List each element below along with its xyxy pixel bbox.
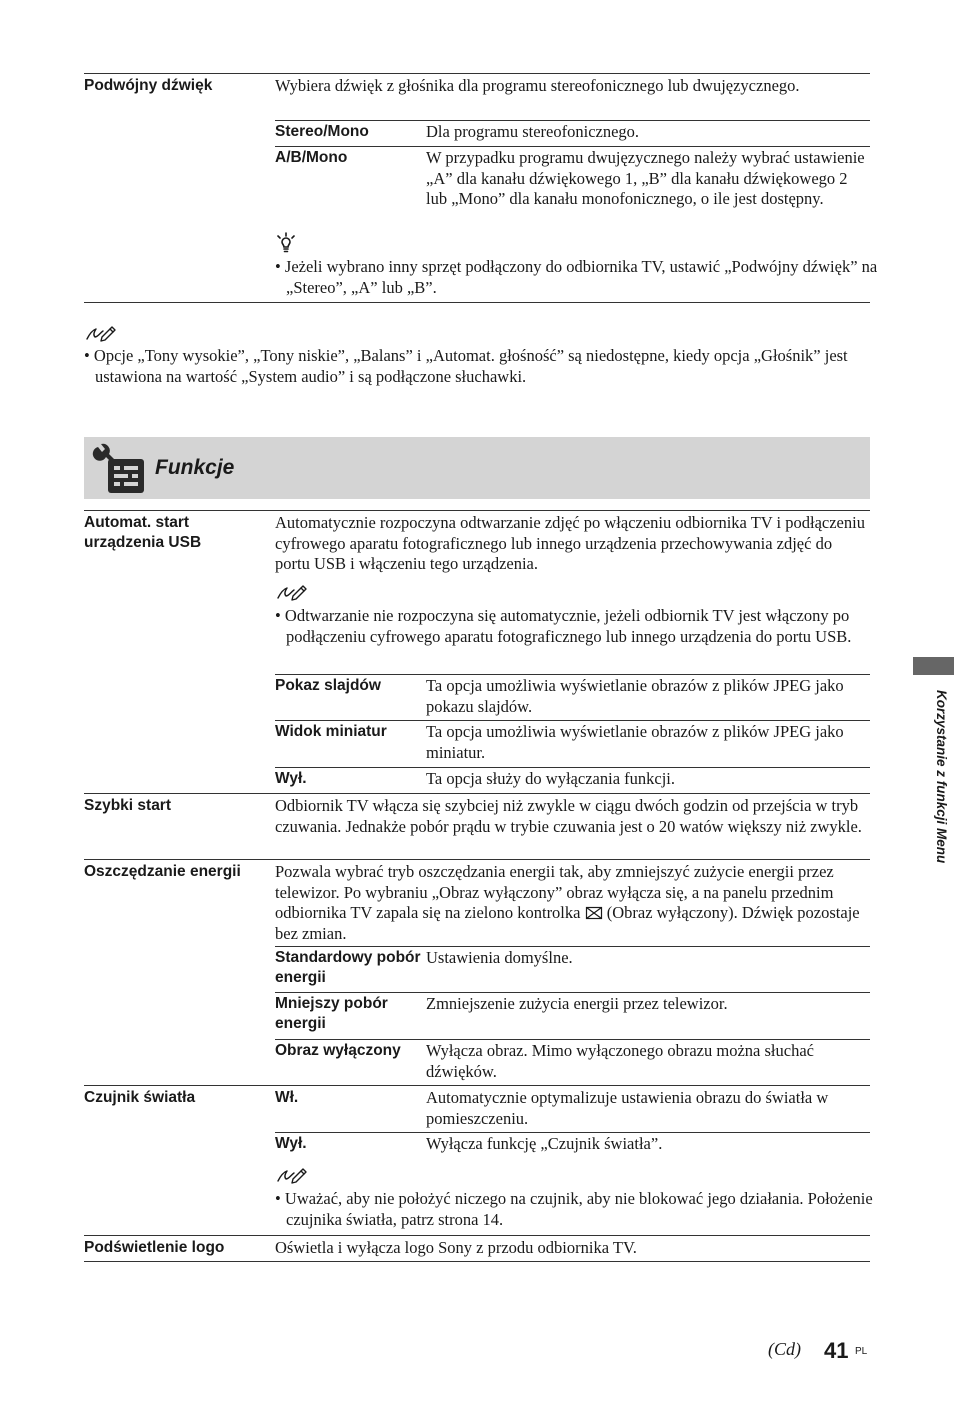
- note-usb-body: Odtwarzanie nie rozpoczyna się automatycznie, jeżeli odbiornik TV jest włączony po podłączeniu cyfrowego aparatu fotograficznego lub innego urządzenia do portu USB.: [284, 606, 852, 646]
- continued-mark: (Cd): [768, 1339, 801, 1359]
- sub-desc-on: Automatycznie optymalizuje ustawienia obrazu do światła w pomieszczeniu.: [426, 1088, 829, 1128]
- table-top-rule: [84, 510, 870, 511]
- row-label-dual-sound: Podwójny dźwięk: [84, 77, 213, 94]
- sub-desc-off: Ta opcja służy do wyłączania funkcji.: [426, 769, 675, 788]
- pencil-note-icon: [275, 580, 309, 604]
- sub-label-thumbnails: Widok miniatur: [275, 723, 387, 740]
- sub-rule: [275, 1132, 870, 1133]
- row-label-quick-start: Szybki start: [84, 797, 172, 814]
- row-rule: [84, 859, 870, 860]
- row-label-energy-saving: Oszczędzanie energii: [84, 863, 241, 880]
- sub-desc-standard-power: Ustawienia domyślne.: [426, 948, 573, 967]
- page-footer: [760, 1338, 880, 1366]
- row-rule: [84, 1235, 870, 1236]
- sub-rule: [275, 120, 870, 121]
- row-desc-usb-autostart: Automatycznie rozpoczyna odtwarzanie zdjęć po włączeniu odbiornika TV i podłączeniu cyfrowego aparatu fotograficznego lub innego urządzenia przechowywania zdjęć do portu USB i włączeniu tego urządzenia.: [275, 513, 865, 573]
- row-label-logo-light: Podświetlenie logo: [84, 1239, 225, 1256]
- picture-off-icon: [585, 905, 603, 919]
- sub-desc-picture-off: Wyłącza obraz. Mimo wyłączonego obrazu można słuchać dźwięków.: [426, 1041, 814, 1081]
- tip-text: • Jeżeli wybrano inny sprzęt podłączony do odbiornika TV, ustawić „Podwójny dźwięk” na „Stereo”, „A” lub „B”.: [275, 257, 878, 297]
- chapter-tab-marker: [913, 657, 954, 675]
- table-bottom-rule: [84, 1261, 870, 1262]
- energy-desc-b: (Obraz wyłączony). Dźwięk pozostaje bez zmian.: [275, 903, 860, 943]
- note-light-sensor-body: Uważać, aby nie położyć niczego na czujnik, aby nie blokować jego działania. Położenie czujnika światła, patrz strona 14.: [284, 1189, 873, 1229]
- row-label-light-sensor: Czujnik światła: [84, 1089, 196, 1106]
- energy-desc-a: Pozwala wybrać tryb oszczędzania energii tak, aby zmniejszyć zużycie energii przez telewizor. Po wybraniu „Obraz wyłączony” obraz wyłącza się, a na panelu przednim odbiornika TV zapala się na zielono kontrolka: [275, 862, 834, 922]
- settings-tools-icon: [90, 443, 148, 495]
- table-top-rule: [84, 73, 870, 74]
- sub-label-stereo-mono: Stereo/Mono: [275, 123, 369, 140]
- note-headphones: • Opcje „Tony wysokie”, „Tony niskie”, „Balans” i „Automat. głośność” są niedostępne, kiedy opcja „Głośnik” jest ustawiona na wartość „System audio” i są podłączone słuchawki.: [84, 346, 848, 386]
- sub-label-sensor-off: Wył.: [275, 1135, 307, 1152]
- table-bottom-rule: [84, 302, 870, 303]
- sub-rule: [275, 992, 870, 993]
- note-usb: • Odtwarzanie nie rozpoczyna się automatycznie, jeżeli odbiornik TV jest włączony po podłączeniu cyfrowego aparatu fotograficznego lub innego urządzenia do portu USB.: [275, 606, 852, 646]
- row-desc-energy-saving: [275, 862, 870, 944]
- sub-label-on: Wł.: [275, 1089, 299, 1106]
- section-title: Funkcje: [155, 456, 235, 479]
- row-desc-dual-sound: Wybiera dźwięk z głośnika dla programu stereofonicznego lub dwujęzycznego.: [275, 76, 800, 95]
- sub-rule: [275, 1039, 870, 1040]
- pencil-note-icon: [275, 1163, 309, 1187]
- pencil-note-icon: [84, 321, 118, 345]
- language-code: PL: [855, 1346, 868, 1357]
- row-desc-quick-start: Odbiornik TV włącza się szybciej niż zwykle w ciągu dwóch godzin od przejścia w tryb czuwania. Jednakże pobór prądu w trybie czuwania jest o 20 watów większy niż zwykle.: [275, 796, 862, 836]
- sub-label-off: Wył.: [275, 770, 307, 787]
- sub-label-lower-power: Mniejszy pobór energii: [275, 995, 388, 1032]
- lightbulb-tip-icon: [275, 232, 297, 254]
- sub-label-picture-off: Obraz wyłączony: [275, 1042, 401, 1059]
- sub-rule: [275, 720, 870, 721]
- note-headphones-body: Opcje „Tony wysokie”, „Tony niskie”, „Balans” i „Automat. głośność” są niedostępne, kiedy opcja „Głośnik” jest ustawiona na wartość „System audio” i są podłączone słuchawki.: [93, 346, 848, 386]
- sub-desc-ab-mono: W przypadku programu dwujęzycznego należy wybrać ustawienie „A” dla kanału dźwiękowego 1, „B” dla kanału dźwiękowego 2 lub „Mono” dla kanału monofonicznego, o ile jest dostępny.: [426, 148, 865, 208]
- sub-desc-thumbnails: Ta opcja umożliwia wyświetlanie obrazów z plików JPEG jako miniatur.: [426, 722, 844, 762]
- page-number: 41: [824, 1338, 849, 1363]
- sub-rule: [275, 946, 870, 947]
- sub-label-standard-power: Standardowy pobór energii: [275, 949, 421, 986]
- row-rule: [84, 793, 870, 794]
- row-desc-logo-light: Oświetla i wyłącza logo Sony z przodu odbiornika TV.: [275, 1238, 637, 1257]
- sub-desc-stereo-mono: Dla programu stereofonicznego.: [426, 122, 640, 141]
- sub-label-slideshow: Pokaz slajdów: [275, 677, 381, 694]
- sub-desc-lower-power: Zmniejszenie zużycia energii przez telewizor.: [426, 994, 728, 1013]
- sub-desc-sensor-off: Wyłącza funkcję „Czujnik światła”.: [426, 1134, 663, 1153]
- tip-text-body: Jeżeli wybrano inny sprzęt podłączony do odbiornika TV, ustawić „Podwójny dźwięk” na „Stereo”, „A” lub „B”.: [284, 257, 878, 297]
- sub-rule: [275, 674, 870, 675]
- sub-rule: [275, 146, 870, 147]
- sub-desc-slideshow: Ta opcja umożliwia wyświetlanie obrazów z plików JPEG jako pokazu slajdów.: [426, 676, 844, 716]
- row-rule: [84, 1085, 870, 1086]
- sub-label-ab-mono: A/B/Mono: [275, 149, 348, 166]
- note-light-sensor: • Uważać, aby nie położyć niczego na czujnik, aby nie blokować jego działania. Położenie czujnika światła, patrz strona 14.: [275, 1189, 873, 1229]
- row-label-usb-autostart: Automat. start urządzenia USB: [84, 514, 202, 551]
- sub-rule: [275, 767, 870, 768]
- chapter-side-label: Korzystanie z funkcji Menu: [934, 690, 949, 864]
